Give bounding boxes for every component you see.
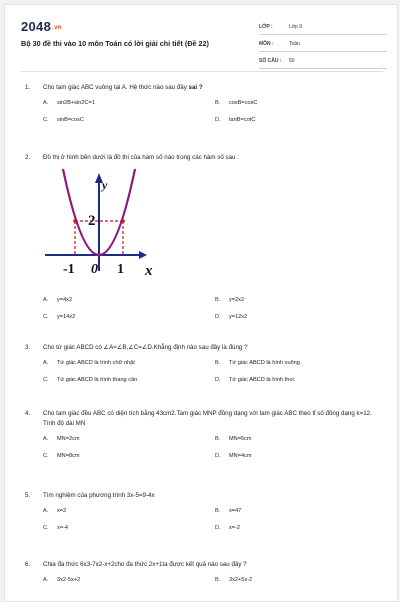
options-list (43, 297, 385, 320)
options-list (43, 508, 385, 531)
option-text: cosB=cosC (229, 100, 258, 106)
question-text: Tìm nghiệm của phương trình 3x-5=9-4x (43, 492, 155, 499)
option-text: x=47 (229, 508, 242, 514)
y-axis-label: y (102, 178, 108, 192)
site-logo[interactable] (21, 19, 62, 34)
option-text: MN=2cm (57, 436, 80, 442)
option-text: MN=4cm (229, 453, 252, 459)
question-number: 1. (25, 84, 31, 91)
option-text: y=12x2 (229, 314, 248, 320)
options-list (43, 436, 385, 459)
logo-suffix: .vn (52, 24, 62, 31)
option-c[interactable]: C. y=14x2 (43, 314, 76, 320)
option-b[interactable]: B. 3x2+5x-2 (215, 577, 253, 583)
option-text: y=14x2 (57, 314, 76, 320)
parabola-graph (41, 167, 161, 282)
question-number: 2. (25, 154, 31, 161)
option-text: MN=6cm (229, 436, 252, 442)
question-stem (25, 409, 385, 429)
meta-value: 50 (289, 58, 295, 64)
option-a[interactable]: A. sin2B+sin2C=1 (43, 100, 95, 106)
option-d[interactable]: D. y=12x2 (215, 314, 248, 320)
y-tick-label: 2 (88, 213, 96, 229)
question-number: 3. (25, 344, 31, 351)
logo-main: 2048 (21, 19, 52, 34)
x-tick-label-1: 1 (117, 262, 124, 277)
question-6 (25, 560, 385, 583)
point-right (121, 219, 125, 223)
exam-sheet (4, 4, 398, 602)
question-3 (25, 343, 385, 383)
option-text: x=2 (57, 508, 67, 514)
option-text: x=-2 (229, 525, 241, 531)
option-text: 3x2-5x+2 (57, 577, 81, 583)
question-4 (25, 409, 385, 459)
header-divider (21, 71, 383, 72)
exam-meta (259, 20, 387, 71)
option-text: Tứ giác ABCD là hình vuông (229, 360, 300, 366)
question-text: Cho tứ giác ABCD có ∠A=∠B,∠C=∠D.Khẳng định nào sau đây là đúng ? (43, 344, 248, 351)
meta-row-grade (259, 20, 387, 35)
question-5 (25, 491, 385, 531)
options-list (43, 100, 385, 123)
question-text: Chia đa thức 6x3-7x2-x+2cho đa thức 2x+1ta được kết quả nào sau đây ? (43, 561, 247, 568)
question-number: 6. (25, 561, 31, 568)
meta-label: MÔN : (259, 41, 274, 47)
option-text: Tứ giác ABCD là hình thoi. (229, 377, 296, 383)
option-b[interactable]: B. cosB=cosC (215, 100, 258, 106)
question-emphasis: sai ? (188, 84, 203, 91)
option-d[interactable]: D. Tứ giác ABCD là hình thoi. (215, 377, 296, 383)
option-c[interactable]: C. Tứ giác ABCD là hình thang cân (43, 377, 138, 383)
option-text: sin2B+sin2C=1 (57, 100, 95, 106)
question-stem (25, 83, 385, 93)
option-text: Tứ giác ABCD là hình thang cân (57, 377, 138, 383)
question-stem (25, 491, 385, 501)
question-stem (25, 560, 385, 570)
question-2 (25, 153, 385, 320)
option-d[interactable]: D. x=-2 (215, 525, 241, 531)
meta-label: SỐ CÂU : (259, 58, 282, 64)
x-axis-label: x (145, 263, 153, 279)
question-text: Cho tam giác đều ABC có diện tích bằng 43cm2.Tam giác MNP đồng dạng với tam giác ABC theo tỉ số đồng dạng k=12. Tính độ dài MN (43, 410, 372, 427)
option-d[interactable]: D. MN=4cm (215, 453, 252, 459)
option-text: y=2x2 (229, 297, 245, 303)
options-list (43, 577, 385, 583)
exam-title: Bộ 30 đề thi vào 10 môn Toán có lời giải chi tiết (Đề 22) (21, 39, 209, 48)
question-stem (25, 153, 385, 163)
meta-row-subject (259, 37, 387, 52)
option-a[interactable]: A. x=2 (43, 508, 67, 514)
option-text: 3x2+5x-2 (229, 577, 253, 583)
option-text: tanB=cotC (229, 117, 256, 123)
meta-value: Toán (289, 41, 300, 47)
meta-value: Lớp 9 (289, 24, 303, 30)
x-tick-label-neg1: -1 (63, 262, 75, 277)
option-text: Tứ giác ABCD là hình chữ nhật (57, 360, 135, 366)
x-tick-label-0: 0 (91, 262, 98, 277)
option-a[interactable]: A. 3x2-5x+2 (43, 577, 81, 583)
option-d[interactable]: D. tanB=cotC (215, 117, 256, 123)
option-a[interactable]: A. MN=2cm (43, 436, 80, 442)
question-1 (25, 83, 385, 123)
option-b[interactable]: B. y=2x2 (215, 297, 245, 303)
option-b[interactable]: B. Tứ giác ABCD là hình vuông (215, 360, 300, 366)
option-a[interactable]: A. y=4x2 (43, 297, 73, 303)
option-text: sinB=cosC (57, 117, 84, 123)
options-list (43, 360, 385, 383)
question-number: 5. (25, 492, 31, 499)
option-text: MN=8cm (57, 453, 80, 459)
option-c[interactable]: C. sinB=cosC (43, 117, 84, 123)
question-text: Cho tam giác ABC vuông tại A. Hệ thức nào sau đây (43, 84, 189, 91)
meta-label: LỚP : (259, 24, 273, 30)
option-text: y=4x2 (57, 297, 73, 303)
option-c[interactable]: C. x=-4 (43, 525, 69, 531)
option-a[interactable]: A. Tứ giác ABCD là hình chữ nhật (43, 360, 135, 366)
exam-header (21, 17, 383, 65)
question-stem (25, 343, 385, 353)
graph-background (41, 167, 161, 282)
option-b[interactable]: B. MN=6cm (215, 436, 252, 442)
meta-row-count (259, 54, 387, 69)
point-left (73, 219, 77, 223)
option-b[interactable]: B. x=47 (215, 508, 242, 514)
option-c[interactable]: C. MN=8cm (43, 453, 80, 459)
question-text: Đồ thị ở hình bên dưới là đồ thị của hàm số nào trong các hàm số sau : (43, 154, 239, 161)
option-text: x=-4 (57, 525, 69, 531)
question-number: 4. (25, 410, 31, 417)
